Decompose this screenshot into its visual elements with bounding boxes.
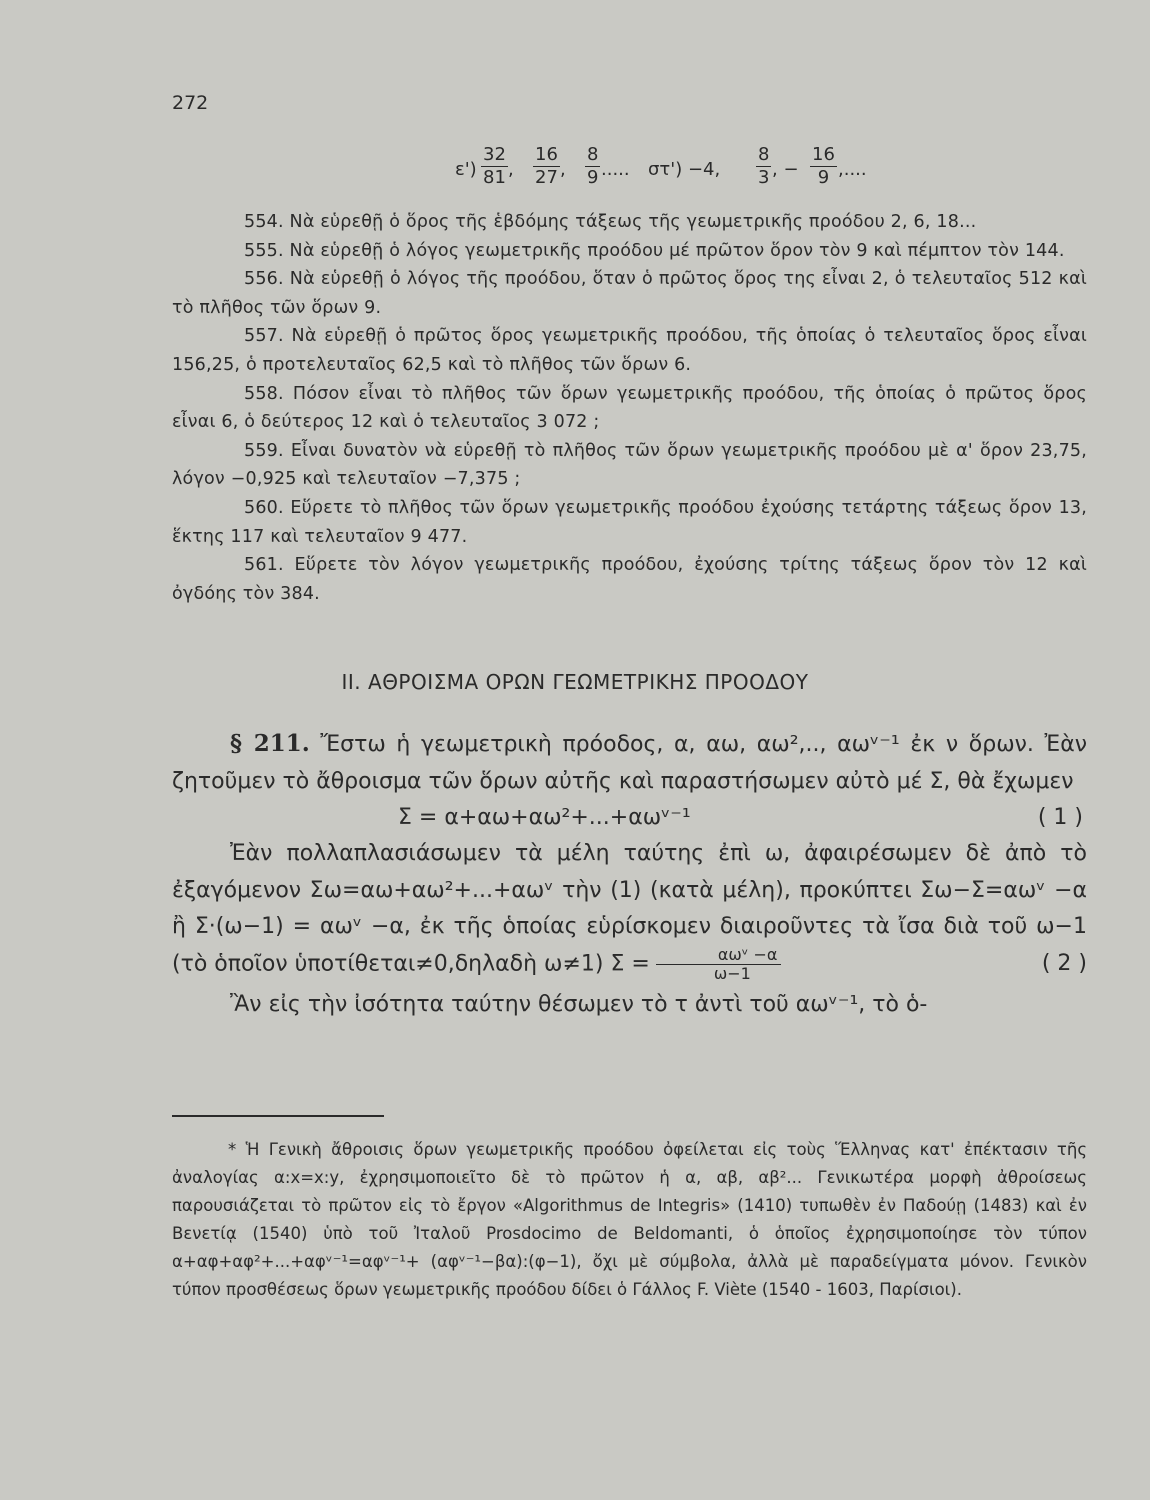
fraction: $\frac{16}{27}$ xyxy=(535,144,558,188)
st-label: στ') −4, xyxy=(648,159,721,180)
exercise-item: 555. Νὰ εὑρεθῇ ὁ λόγος γεωμετρικῆς προόδου μέ πρῶτον ὅρον τὸν 9 καὶ πέμπτον τὸν 144. xyxy=(244,240,1065,261)
exercise-item: 557. Νὰ εὑρεθῇ ὁ πρῶτος ὅρος γεωμετρικῆς προόδου, τῆς ὁποίας ὁ τελευταῖος ὅρος εἶναι 156,25, ὁ προτελευταῖος 62,5 καὶ τὸ πλῆθος τῶν ὅρων 6. xyxy=(172,326,1087,375)
fraction-row: ε') $\frac{32}{81}$ , $\frac{16}{27}$ , $\frac{8}{9}$ ..... στ') −4, $\frac{8}{3}$ , − $\frac{16}{9}$ ,.... xyxy=(455,144,867,188)
page-number: 272 xyxy=(172,92,209,114)
continuation-paragraph: Ἂν εἰς τὴν ἰσότητα ταύτην θέσωμεν τὸ τ ἀντὶ τοῦ αωᵛ⁻¹, τὸ ὁ- xyxy=(230,991,928,1017)
equation-tag: ( 1 ) xyxy=(1037,805,1083,830)
footnote xyxy=(172,1136,1087,1304)
section-title: II. ΑΘΡΟΙΣΜΑ ΟΡΩΝ ΓΕΩΜΕΤΡΙΚΗΣ ΠΡΟΟΔΟΥ xyxy=(341,670,809,694)
fraction: $\frac{8}{9}$ xyxy=(587,144,599,188)
derivation-paragraph: Ἐὰν πολλαπλασιάσωμεν τὰ μέλη ταύτης ἐπὶ ω, ἀφαιρέσωμεν δὲ ἀπὸ τὸ ἐξαγόμενον Σω=αω+αω²+...+αωᵛ τὴν (1) (κατὰ μέλη), προκύπτει Σω−Σ=αωᵛ −α ἢ Σ·(ω−1) = αωᵛ −α, ἐκ τῆς ὁποίας εὑρίσκομεν διαιροῦντες τὰ ἴσα διὰ τοῦ ω−1 (τὸ ὁποῖον ὑποτίθεται≠0,δηλαδὴ ω≠1) Σ = αωᵛ −α ω−1 ( 2 ) xyxy=(172,841,1087,983)
equation-1: Σ = α+αω+αω²+...+αωᵛ⁻¹ ( 1 ) xyxy=(172,800,1087,836)
fraction: $\frac{8}{3}$ xyxy=(758,144,770,188)
fraction: $\frac{32}{81}$ xyxy=(483,144,506,188)
exercise-item: 554. Νὰ εὑρεθῇ ὁ ὅρος τῆς ἑβδόμης τάξεως τῆς γεωμετρικῆς προόδου 2, 6, 18... xyxy=(244,212,977,232)
fraction: $\frac{16}{9}$ xyxy=(812,144,835,188)
exercise-item: 560. Εὕρετε τὸ πλῆθος τῶν ὅρων γεωμετρικῆς προόδου ἐχούσης τετάρτης τάξεως ὅρον 13, ἕκτης 117 καὶ τελευταῖον 9 477. xyxy=(172,497,1087,547)
exercise-list xyxy=(172,208,1087,608)
exercise-item: 561. Εὕρετε τὸν λόγον γεωμετρικῆς προόδου, ἐχούσης τρίτης τάξεως ὅρον τὸν 12 καὶ ὀγδόης τὸν 384. xyxy=(172,555,1087,604)
footnote-text: * Ἡ Γενικὴ ἄθροισις ὅρων γεωμετρικῆς προόδου ὀφείλεται εἰς τοὺς Ἕλληνας κατ' ἐπέκτασιν τῆς ἀναλογίας α:x=x:y, ἐχρησιμοποιεῖτο δὲ τὸ πρῶτον ἡ α, αβ, αβ²... Γενικωτέρα μορφὴ ἀθροίσεως παρουσιάζεται τὸ πρῶτον εἰς τὸ ἔργον «Algorithmus de Integris» (1410) τυπωθὲν ἐν Παδούῃ (1483) καὶ ἐν Βενετίᾳ (1540) ὑπὸ τοῦ Ἰταλοῦ Prosdocimo de Beldomanti, ὁ ὁποῖος ἐχρησιμοποίησε τὸν τύπον α+αφ+αφ²+...+αφᵛ⁻¹=αφᵛ⁻¹+ (αφᵛ⁻¹−βα):(φ−1), ὄχι μὲ σύμβολα, ἀλλὰ μὲ παραδείγματα μόνον. Γενικὸν τύπον προσθέσεως ὅρων γεωμετρικῆς προόδου δίδει ὁ Γάλλος F. Viète (1540 - 1603, Παρίσιοι). xyxy=(172,1140,1087,1299)
exercise-item: 559. Εἶναι δυνατὸν νὰ εὑρεθῇ τὸ πλῆθος τῶν ὅρων γεωμετρικῆς προόδου μὲ α' ὅρον 23,75, λόγον −0,925 καὶ τελευταῖον −7,375 ; xyxy=(172,440,1087,490)
section-number: § 211. xyxy=(230,730,310,757)
footnote-divider xyxy=(172,1115,384,1117)
exercise-item: 558. Πόσον εἶναι τὸ πλῆθος τῶν ὅρων γεωμετρικῆς προόδου, τῆς ὁποίας ὁ πρῶτος ὅρος εἶναι 6, ὁ δεύτερος 12 καὶ ὁ τελευταῖος 3 072 ; xyxy=(172,383,1087,433)
section-intro: § 211. Ἔστω ἡ γεωμετρικὴ πρόοδος, α, αω, αω²,.., αωᵛ⁻¹ ἐκ ν ὅρων. Ἐὰν ζητοῦμεν τὸ ἄθροισμα τῶν ὅρων αὐτῆς καὶ παραστήσωμεν αὐτὸ μέ Σ, θὰ ἔχωμεν xyxy=(172,730,1087,794)
equation-tag: ( 2 ) xyxy=(1041,950,1087,976)
exercise-item: 556. Νὰ εὑρεθῇ ὁ λόγος τῆς προόδου, ὅταν ὁ πρῶτος ὅρος της εἶναι 2, ὁ τελευταῖος 512 καὶ τὸ πλῆθος τῶν ὅρων 9. xyxy=(172,269,1087,318)
sum-fraction: αωᵛ −α ω−1 xyxy=(656,946,782,983)
section-body xyxy=(172,726,1087,1023)
e-label: ε') xyxy=(455,159,477,180)
